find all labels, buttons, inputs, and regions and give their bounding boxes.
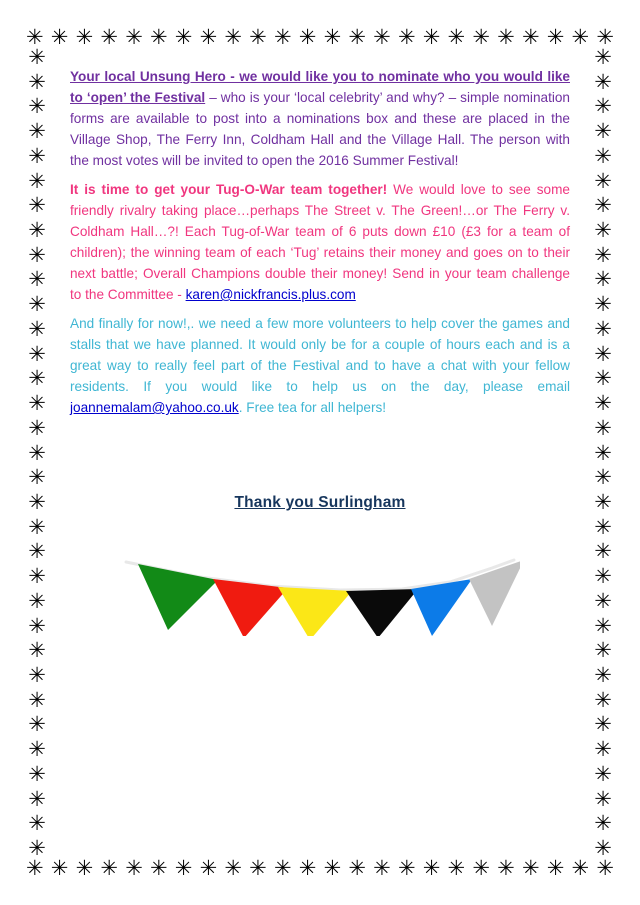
asterisk-icon: ✳	[594, 564, 612, 589]
asterisk-icon: ✳	[594, 811, 612, 836]
border-top	[26, 24, 614, 50]
asterisk-icon: ✳	[397, 855, 416, 880]
asterisk-icon: ✳	[28, 94, 46, 119]
asterisk-icon: ✳	[594, 687, 612, 712]
asterisk-icon: ✳	[594, 638, 612, 663]
asterisk-icon: ✳	[28, 786, 46, 811]
email-link-karen[interactable]: karen@nickfrancis.plus.com	[185, 287, 356, 302]
asterisk-icon: ✳	[26, 24, 44, 49]
asterisk-icon: ✳	[594, 267, 612, 292]
unsung-hero-body: – who is your ‘local celebrity’ and why? – simple nomination forms are available to post into a nominations box and these are placed in the Village Shop, The Ferry Inn, Coldham Hall and the Village Hall. The person with the most votes will be invited to open the 2016 Summer Festival!	[70, 90, 570, 168]
asterisk-icon: ✳	[594, 391, 612, 416]
email-link-joannemalam[interactable]: joannemalam@yahoo.co.uk	[70, 400, 239, 415]
asterisk-icon: ✳	[50, 855, 69, 880]
asterisk-icon: ✳	[199, 24, 218, 49]
asterisk-icon: ✳	[28, 662, 46, 687]
paragraph-tug-o-war	[70, 179, 570, 305]
asterisk-icon: ✳	[594, 242, 612, 267]
asterisk-icon: ✳	[594, 366, 612, 391]
asterisk-icon: ✳	[447, 855, 466, 880]
flag-black	[346, 589, 418, 636]
tug-o-war-body: We would love to see some friendly rivalry taking place…perhaps The Street v. The Green!…or The Ferry v. Coldham Hall…?! Each Tug-of-War team of 6 puts down £10 (£3 for a team of children); the winning team of each ‘Tug’ retains their money and goes on to their next battle; Overall Champions double their money! Send in your team challenge to the Committee -	[70, 182, 570, 302]
asterisk-icon: ✳	[28, 687, 46, 712]
flag-blue	[411, 579, 472, 636]
asterisk-icon: ✳	[174, 855, 193, 880]
flag-yellow	[278, 587, 352, 636]
unsung-hero-lead: Your local Unsung Hero - we would like you to nominate who you would like to ‘open’ the Festival	[70, 69, 570, 105]
asterisk-icon: ✳	[28, 836, 46, 860]
asterisk-icon: ✳	[28, 514, 46, 539]
asterisk-icon: ✳	[594, 737, 612, 762]
asterisk-icon: ✳	[125, 855, 143, 880]
asterisk-icon: ✳	[298, 855, 317, 880]
asterisk-icon: ✳	[594, 415, 612, 440]
border-right	[592, 47, 614, 859]
asterisk-icon: ✳	[28, 341, 46, 366]
asterisk-icon: ✳	[28, 45, 46, 69]
paragraph-volunteers	[70, 313, 570, 418]
asterisk-icon: ✳	[594, 786, 612, 811]
asterisk-icon: ✳	[28, 168, 46, 193]
asterisk-icon: ✳	[594, 292, 612, 317]
asterisk-icon: ✳	[397, 24, 416, 49]
asterisk-icon: ✳	[149, 24, 168, 49]
asterisk-icon: ✳	[497, 855, 515, 880]
asterisk-icon: ✳	[149, 855, 168, 880]
asterisk-icon: ✳	[28, 638, 46, 663]
asterisk-icon: ✳	[546, 24, 565, 49]
asterisk-icon: ✳	[472, 855, 490, 880]
asterisk-icon: ✳	[28, 564, 46, 589]
asterisk-icon: ✳	[373, 855, 391, 880]
asterisk-icon: ✳	[546, 855, 565, 880]
asterisk-icon: ✳	[28, 242, 46, 267]
asterisk-icon: ✳	[594, 94, 612, 119]
asterisk-icon: ✳	[594, 465, 612, 490]
asterisk-icon: ✳	[521, 24, 540, 49]
asterisk-icon: ✳	[28, 218, 46, 243]
border-left	[26, 47, 48, 859]
border-bottom	[26, 855, 614, 881]
asterisk-icon: ✳	[28, 119, 46, 144]
asterisk-icon: ✳	[28, 613, 46, 638]
thanks-heading: Thank you Surlingham	[234, 494, 406, 511]
asterisk-icon: ✳	[594, 143, 612, 168]
asterisk-icon: ✳	[348, 24, 366, 49]
thanks-heading-wrapper	[70, 494, 570, 512]
asterisk-icon: ✳	[594, 613, 612, 638]
asterisk-icon: ✳	[28, 391, 46, 416]
asterisk-icon: ✳	[75, 855, 94, 880]
asterisk-icon: ✳	[28, 737, 46, 762]
asterisk-icon: ✳	[224, 855, 242, 880]
bunting-graphic	[120, 546, 520, 636]
asterisk-icon: ✳	[521, 855, 540, 880]
flag-green	[138, 564, 218, 630]
asterisk-icon: ✳	[596, 24, 614, 49]
asterisk-icon: ✳	[28, 69, 46, 94]
asterisk-icon: ✳	[28, 811, 46, 836]
content-body	[70, 66, 570, 426]
asterisk-icon: ✳	[571, 855, 590, 880]
asterisk-icon: ✳	[249, 855, 267, 880]
asterisk-icon: ✳	[199, 855, 218, 880]
asterisk-icon: ✳	[497, 24, 515, 49]
asterisk-icon: ✳	[50, 24, 69, 49]
asterisk-icon: ✳	[174, 24, 193, 49]
asterisk-icon: ✳	[273, 24, 292, 49]
asterisk-icon: ✳	[594, 836, 612, 860]
asterisk-icon: ✳	[594, 218, 612, 243]
asterisk-icon: ✳	[100, 24, 118, 49]
asterisk-icon: ✳	[594, 712, 612, 737]
asterisk-icon: ✳	[594, 69, 612, 94]
asterisk-icon: ✳	[323, 24, 342, 49]
flag-red	[213, 579, 288, 636]
asterisk-icon: ✳	[28, 489, 46, 514]
asterisk-icon: ✳	[28, 465, 46, 490]
asterisk-icon: ✳	[422, 855, 441, 880]
asterisk-icon: ✳	[594, 193, 612, 218]
asterisk-icon: ✳	[28, 366, 46, 391]
asterisk-icon: ✳	[594, 662, 612, 687]
asterisk-icon: ✳	[594, 588, 612, 613]
asterisk-icon: ✳	[594, 539, 612, 564]
asterisk-icon: ✳	[594, 440, 612, 465]
asterisk-icon: ✳	[594, 316, 612, 341]
asterisk-icon: ✳	[273, 855, 292, 880]
asterisk-icon: ✳	[28, 712, 46, 737]
asterisk-icon: ✳	[323, 855, 342, 880]
asterisk-icon: ✳	[571, 24, 590, 49]
asterisk-icon: ✳	[249, 24, 267, 49]
asterisk-icon: ✳	[28, 143, 46, 168]
asterisk-icon: ✳	[75, 24, 94, 49]
asterisk-icon: ✳	[594, 489, 612, 514]
asterisk-icon: ✳	[348, 855, 366, 880]
asterisk-icon: ✳	[224, 24, 242, 49]
asterisk-icon: ✳	[373, 24, 391, 49]
asterisk-icon: ✳	[596, 855, 614, 880]
asterisk-icon: ✳	[28, 193, 46, 218]
asterisk-icon: ✳	[447, 24, 466, 49]
asterisk-icon: ✳	[28, 267, 46, 292]
asterisk-icon: ✳	[28, 539, 46, 564]
asterisk-icon: ✳	[594, 514, 612, 539]
paragraph-unsung-hero	[70, 66, 570, 171]
asterisk-icon: ✳	[594, 761, 612, 786]
asterisk-icon: ✳	[594, 341, 612, 366]
asterisk-icon: ✳	[594, 45, 612, 69]
asterisk-icon: ✳	[472, 24, 490, 49]
volunteers-body: And finally for now!,. we need a few more volunteers to help cover the games and stalls that we have planned. It would only be for a couple of hours each and is a great way to really feel part of the Festival and to have a chat with your fellow residents. If you would like to help us on the day, please email	[70, 316, 570, 394]
asterisk-icon: ✳	[298, 24, 317, 49]
asterisk-icon: ✳	[594, 119, 612, 144]
asterisk-icon: ✳	[28, 588, 46, 613]
asterisk-icon: ✳	[26, 855, 44, 880]
asterisk-icon: ✳	[28, 440, 46, 465]
flag-silver	[469, 560, 520, 626]
asterisk-icon: ✳	[125, 24, 143, 49]
tug-o-war-lead: It is time to get your Tug-O-War team together!	[70, 182, 388, 197]
asterisk-icon: ✳	[100, 855, 118, 880]
asterisk-icon: ✳	[28, 415, 46, 440]
asterisk-icon: ✳	[28, 292, 46, 317]
asterisk-icon: ✳	[28, 761, 46, 786]
asterisk-icon: ✳	[28, 316, 46, 341]
asterisk-icon: ✳	[594, 168, 612, 193]
asterisk-icon: ✳	[422, 24, 441, 49]
volunteers-tail: . Free tea for all helpers!	[238, 400, 387, 415]
